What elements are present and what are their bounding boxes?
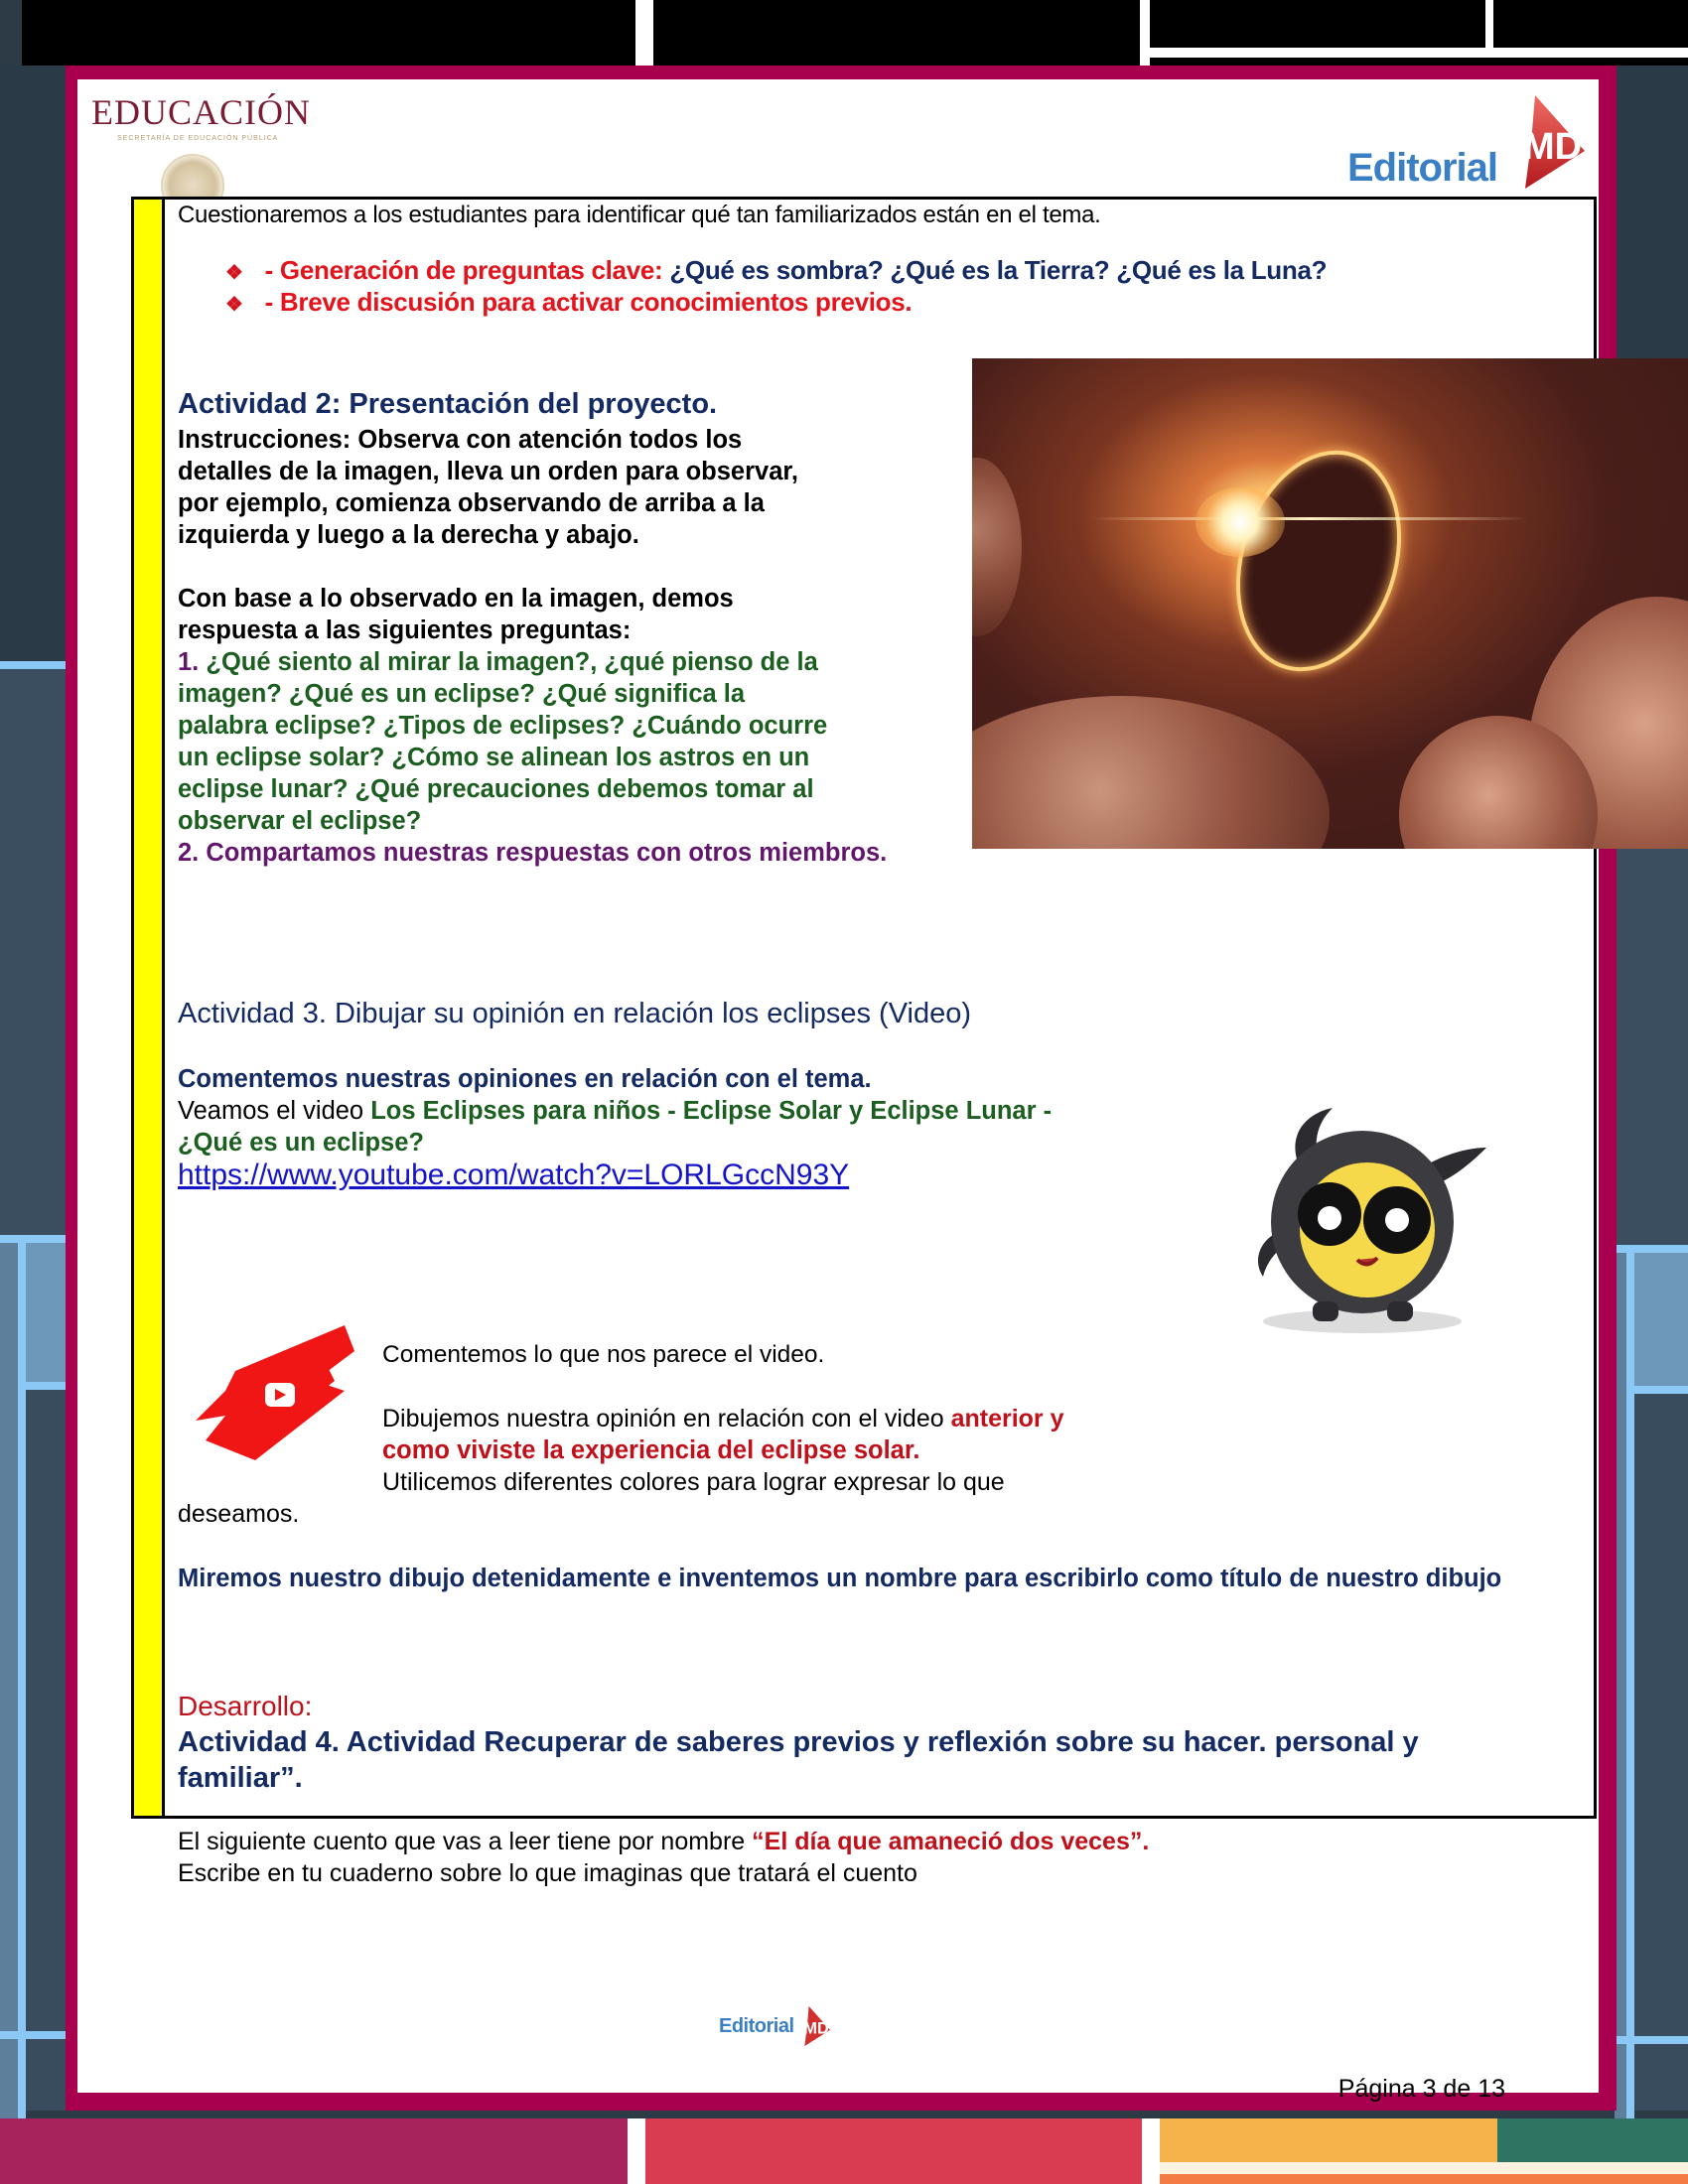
story-intro: El siguiente cuento que vas a leer tiene por nombre “El día que amaneció dos veces”. [178, 1828, 1150, 1855]
story-instruction: Escribe en tu cuaderno sobre lo que imaginas que tratará el cuento [178, 1859, 917, 1887]
actividad-2-instructions: Instrucciones: Observa con atención todos los detalles de la imagen, lleva un orden para observar, por ejemplo, comienza observando de arriba a la izquierda y luego a la derecha y abajo. [178, 426, 798, 549]
question-1: 1. ¿Qué siento al mirar la imagen?, ¿qué pienso de la imagen? ¿Qué es un eclipse? ¿Qué significa la palabra eclipse? ¿Tipos de eclipses? ¿Cuándo ocurre un eclipse solar? ¿Cómo se alinean los astros en un eclipse lunar? ¿Qué precauciones debemos tomar al observar el eclipse? [178, 648, 828, 835]
youtube-video-link[interactable]: https://www.youtube.com/watch?v=LORLGccN93Y [178, 1159, 850, 1191]
actividad-2-body [178, 424, 888, 869]
diamond-bullet-icon: ❖ [225, 294, 243, 316]
md-logo-icon [794, 2001, 830, 2051]
decorative-line [1485, 0, 1493, 48]
colors-instruction: Utilicemos diferentes colores para lograr expresar lo que [382, 1468, 1005, 1496]
video-title-continued: ¿Qué es un eclipse? [178, 1129, 424, 1157]
list-item [225, 287, 1327, 319]
cloud [972, 696, 1330, 849]
yellow-highlight-bar [134, 200, 165, 1816]
actividad-2-prompt: Con base a lo observado en la imagen, demos respuesta a las siguientes preguntas: [178, 585, 734, 644]
light-flare [1091, 517, 1528, 520]
editorial-md-logo [1347, 93, 1585, 191]
md-logo-icon [1501, 93, 1585, 191]
diamond-bullet-icon: ❖ [225, 262, 243, 284]
youtube-brush-icon [196, 1321, 360, 1470]
footer-editorial-logo [719, 2001, 830, 2051]
lesson-content-box [131, 197, 1597, 1887]
eclipse-ring [1209, 429, 1429, 693]
desarrollo-heading: Desarrollo: [178, 1691, 313, 1721]
bullet-questions: ¿Qué es sombra? ¿Qué es la Tierra? ¿Qué es la Luna? [669, 255, 1328, 285]
bottom-decorative-band [0, 2118, 1688, 2184]
decorative-line [635, 0, 653, 66]
sep-logo-title: EDUCACIÓN [91, 92, 311, 132]
actividad-2-title: Actividad 2: Presentación del proyecto. [178, 388, 718, 420]
document-page [77, 79, 1599, 2103]
drawing-title-instruction: Miremos nuestro dibujo detenidamente e inventemos un nombre para escribirlo como título de nuestro dibujo [178, 1565, 1502, 1592]
drawing-instruction-red: como viviste la experiencia del eclipse solar. [382, 1436, 920, 1464]
bullet-label: - Breve discusión para activar conocimientos previos. [264, 287, 913, 317]
intro-text: Cuestionaremos a los estudiantes para identificar qué tan familiarizados están en el tema. [178, 202, 1101, 228]
actividad-3-line2: Veamos el video Los Eclipses para niños - Eclipse Solar y Eclipse Lunar - [178, 1097, 1053, 1125]
decorative-line [1150, 48, 1688, 58]
actividad-3-line1: Comentemos nuestras opiniones en relación con el tema. [178, 1065, 872, 1093]
actividad-3-title: Actividad 3. Dibujar su opinión en relación los eclipses (Video) [178, 998, 972, 1029]
page-frame [66, 66, 1617, 2111]
footer-logo-text: Editorial [719, 2014, 794, 2037]
svg-text:MD: MD [1523, 126, 1583, 168]
drawing-instruction: Dibujemos nuestra opinión en relación con el video anterior y [382, 1405, 1064, 1433]
decorative-line [1140, 0, 1150, 66]
left-decorative-panel [0, 66, 70, 2111]
colors-instruction-end: deseamos. [178, 1500, 300, 1528]
cloud [972, 458, 1022, 636]
list-item [225, 255, 1327, 287]
actividad-4-title: Actividad 4. Actividad Recuperar de saberes previos y reflexión sobre su hacer. personal y familiar”. [178, 1726, 1419, 1794]
key-questions-list [225, 255, 1327, 319]
bullet-label: - Generación de preguntas clave: [264, 255, 670, 285]
question-2: 2. Compartamos nuestras respuestas con otros miembros. [178, 839, 888, 867]
page-number: Página 3 de 13 [1337, 2075, 1505, 2103]
editorial-logo-text: Editorial [1346, 146, 1497, 190]
svg-text:MD: MD [802, 2019, 829, 2038]
solar-eclipse-image [972, 358, 1688, 849]
eclipse-mascot-illustration [1238, 1093, 1486, 1341]
comment-video-text: Comentemos lo que nos parece el video. [382, 1341, 825, 1368]
sep-logo-subtitle: SECRETARÍA DE EDUCACIÓN PÚBLICA [117, 135, 279, 142]
sunburst [1196, 487, 1285, 557]
